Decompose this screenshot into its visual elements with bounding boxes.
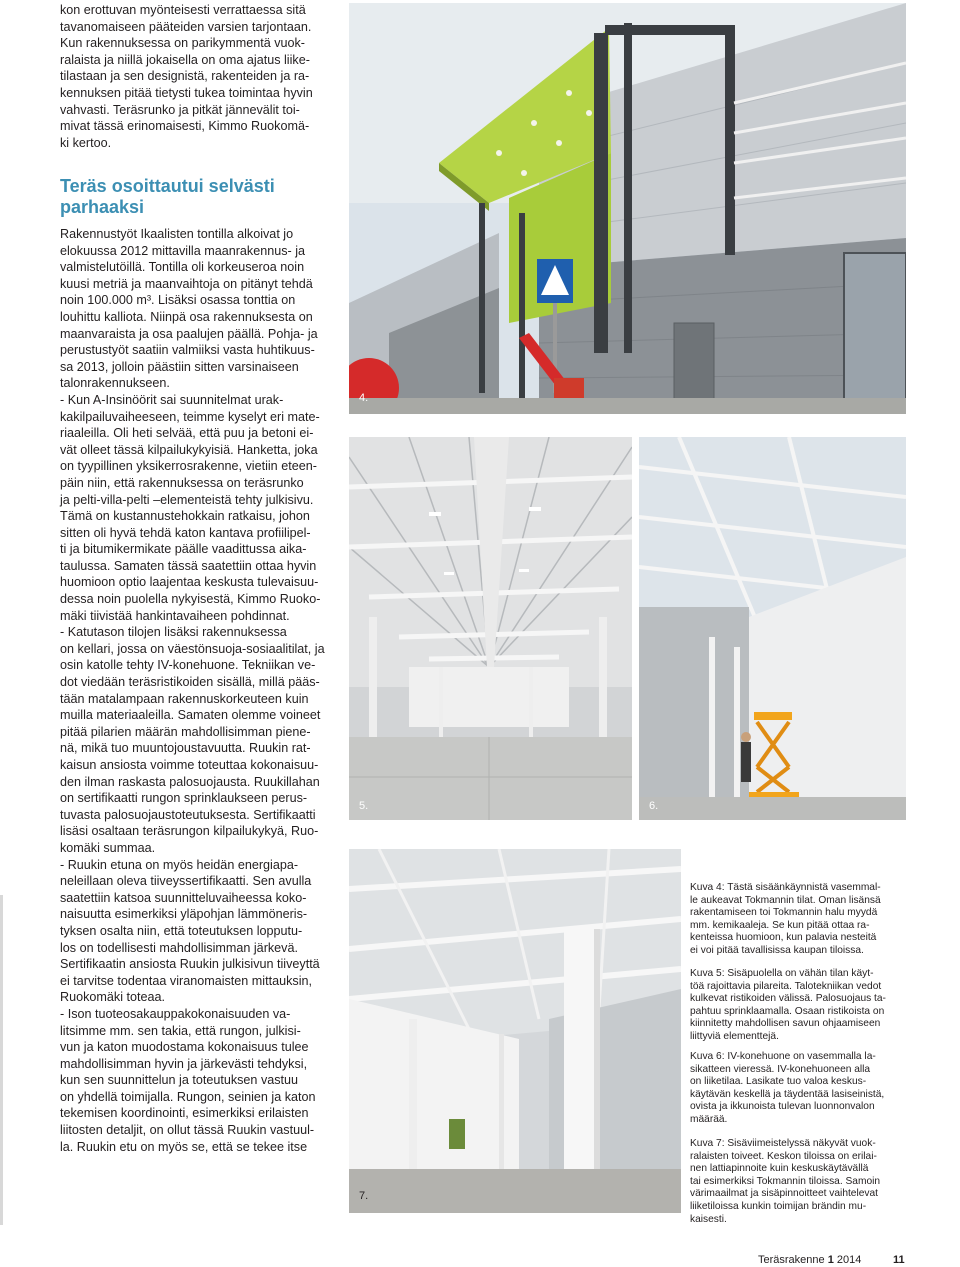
- photo-6-machine-room: [639, 437, 906, 820]
- publication-name: Teräsrakenne: [758, 1254, 828, 1266]
- caption-4: Kuva 4: Tästä sisäänkäynnistä vasemmal- le aukeavat Tokmannin tilat. Oman lisänsä rakentamiseen toi Tokmannin halu myydä mm. kemikaaleja. Se kun pitää ottaa ra- kenteissa huomioon, kun palavia nesteitä ei voi pitää tavallisissa kaupan tiloissa.: [690, 882, 881, 956]
- caption-6: Kuva 6: IV-konehuone on vasemmalla la- sikatteen vieressä. IV-konehuoneen alla on liiketilaa. Lasikate tuo valoa keskus- käytävän keskellä ja täydentää lasiseinistä, ovista ja ikkunoista tulevan luonnonvalon määrää.: [690, 1051, 885, 1125]
- page-number: 11: [893, 1254, 905, 1266]
- photo-4-number: 4.: [359, 392, 369, 404]
- photo-6-number: 6.: [649, 800, 659, 812]
- photo-7-number: 7.: [359, 1190, 369, 1202]
- page-edge-bar: [0, 895, 3, 1225]
- page-footer: [758, 1254, 861, 1266]
- caption-7: Kuva 7: Sisäviimeistelyssä näkyvät vuok- ralaisten toiveet. Keskon tiloissa on erilai- nen lattiapinnoite kuin keskuskäytävällä tai esimerkiksi Tokmannin tiloissa. Samoin värimaailmat ja sisäpinnoitteet vaihtelevat liiketiloissa kunkin toimijan brändin mu- kaisesti.: [690, 1138, 881, 1225]
- photo-5-number: 5.: [359, 800, 369, 812]
- issue-number: 1: [827, 1254, 834, 1266]
- article-paragraph-intro: kon erottuvan myönteisesti verrattaessa sitä tavanomaiseen pääteiden varsien tarjontaan. Kun rakennuksessa on parikymmentä vuok- ralaista ja niillä jokaisella on oma ajatus liike- tilastaan ja sen designistä, rakenteiden ja ra- kennuksen pitää tietysti tukea toimintaa hyvin vahvasti. Teräsrunko ja pitkät jännevälit toi- mivat tässä erinomaisesti, Kimmo Ruokomä- ki kertoo.: [60, 3, 313, 150]
- publication-year: 2014: [833, 1254, 862, 1266]
- section-heading: Teräs osoittautui selvästi parhaaksi: [60, 176, 275, 217]
- photo-5-interior-hall: [349, 437, 632, 820]
- article-body: Rakennustyöt Ikaalisten tontilla alkoivat jo elokuussa 2012 mittavilla maanrakennus- ja valmistelutöillä. Tontilla oli korkeuseroa noin kuusi metriä ja maanvaihtoja on pitänyt tehdä noin 100.000 m³. Lisäksi osassa tonttia on louhittu kalliota. Niinpä osa rakennuksesta on maanvaraista ja osa paalujen päällä. Pohja- ja perustustyöt saatiin valmiiksi vasta huhtikuus- sa 2013, jolloin päästiin sitten varsinaiseen talonrakennukseen. - Kun A-Insinöörit sai suunnitelmat urak- kakilpailuvaiheeseen, teimme kyselyt eri mate- riaaleilla. Oli heti selvää, että puu ja betoni ei- vät olleet tässä kilpailukykyisiä. Hanketta, joka on tyypillinen yksikerrosrakenne, vietiin eteen- päin niin, että rakennuksessa on teräsrunko ja pelti-villa-pelti –elementeistä tehty julkisivu. Tämä on kustannustehokkain ratkaisu, johon sitten oli hyvä tehdä katon kantava profiilipel- ti ja bitumikermikate päälle vaadittussa aika- taulussa. Samaten tässä saatettiin ottaa hyvin huomioon optio laajentaa keskusta tulevaisuu- dessa noin puolella nykyisestä, Kimmo Ruoko- mäki tiivistää hankintavaiheen pohdinnat. - Katutason tilojen lisäksi rakennuksessa on kellari, jossa on väestönsuoja-sosiaalitilat, ja osin katolle tehty IV-konehuone. Tekniikan ve- dot viedään teräsristikoiden sisällä, millä pääs- tään matalampaan rakennuskorkeuteen kuin muilla materiaaleilla. Samaten olemme voineet pitää pilarien määrän mahdollisimman piene- nä, mikä tuo muuntojoustavuutta. Ruukin rat- kaisun ansiosta voimme toteuttaa kokonaisuu- den ilman raskasta palosuojausta. Ruukillahan on sertifikaatti rungon sprinklaukseen perus- tuvasta palosuojaustoteutuksesta. Sertifikaatti lisäsi osaltaan teräsrungon kilpailukykyä, Ruo- komäki summaa. - Ruukin etuna on myös heidän energiapa- neleillaan oleva tiiveyssertifikaatti. Sen avulla saatettiin katsoa suunnitteluvaiheessa koko- naisuutta esimerkiksi yläpohjan lämmöneris- tyksen osalta niin, että toteutuksen lopputu- los on todellisesti mahdollisimman järkevä. Sertifikaatin ansiosta Ruukin julkisivun tiiveyttä ei tarvitse todentaa viranomaisten mittauksin, Ruokomäki toteaa. - Ison tuoteosakauppakokonaisuuden va- litsimme mm. sen takia, että rungon, julkisi- vun ja katon muodostama kokonaisuus tulee mahdollisimman hyvin ja järkevästi tehdyksi, kun sen suunnittelun ja toteutuksen vastuu on yhdellä toimijalla. Rungon, seinien ja katon tekemisen koordinointi, esimerkiksi erilaisten liitosten detaljit, on ollut tässä Ruukin vastuul- la. Ruukin etu on myös se, että se tekee itse: [60, 227, 325, 1154]
- photo-7-interior-finishing: [349, 849, 681, 1213]
- photo-4-exterior-entrance: [349, 3, 906, 414]
- caption-5: Kuva 5: Sisäpuolella on vähän tilan käyt- töä rajoittavia pilareita. Talotekniikan vedot kulkevat ristikoiden välissä. Palosuojaus ta- pahtuu sprinklaamalla. Osaan ristikoista on kiinnitetty mahdollisen savun ohjaamiseen liittyviä elementtejä.: [690, 968, 886, 1042]
